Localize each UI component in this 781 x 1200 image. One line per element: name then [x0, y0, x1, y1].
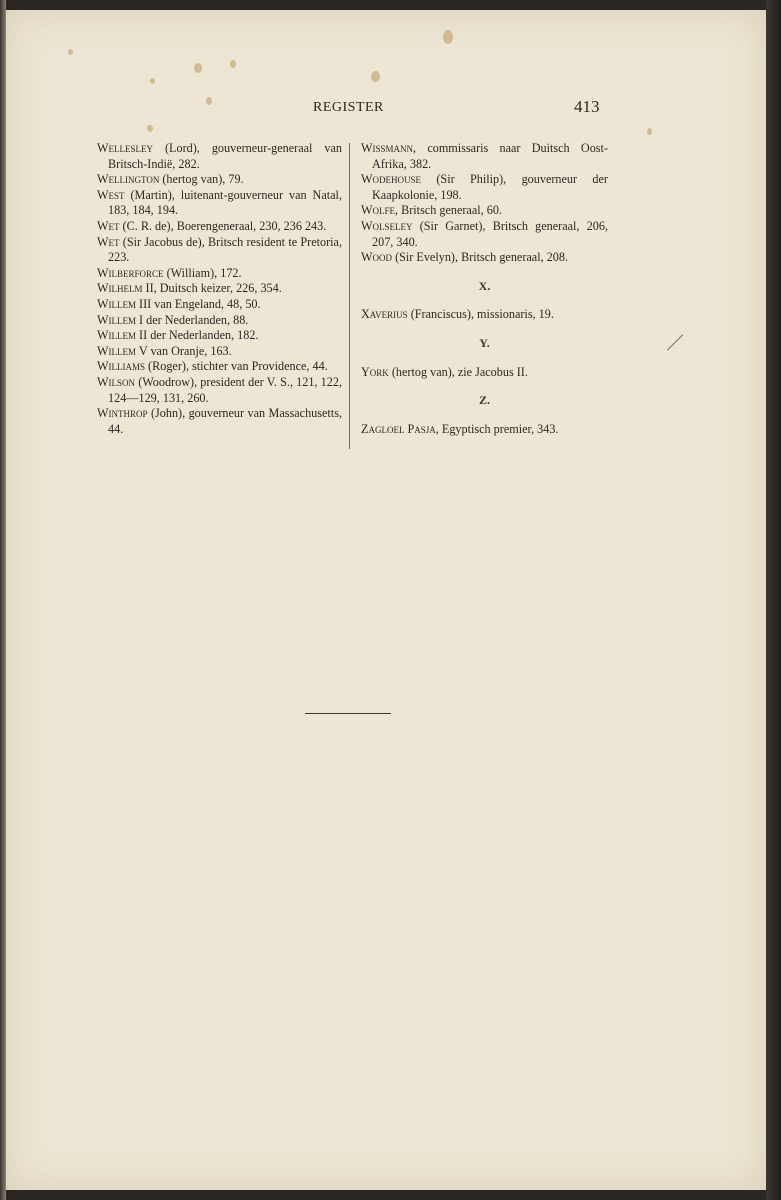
- entry-name: Xaverius: [361, 307, 408, 322]
- index-entry: [97, 281, 342, 297]
- entry-text: (Roger), stichter van Providence, 44.: [145, 359, 328, 374]
- entry-text: III van Engeland, 48, 50.: [136, 296, 261, 311]
- entry-name: York: [361, 364, 389, 379]
- entry-name: Willem: [97, 296, 136, 311]
- entry-name: West: [97, 187, 125, 202]
- entry-name: Willem: [97, 343, 136, 358]
- index-entry: [97, 141, 342, 172]
- entry-name: Wodehouse: [361, 172, 422, 187]
- index-entry: [97, 172, 342, 188]
- entry-text: (Sir Jacobus de), Britsch resident te Pretoria, 223.: [108, 234, 342, 265]
- entry-name: Wood: [361, 250, 393, 265]
- entry-name: Wilberforce: [97, 265, 164, 280]
- index-entry: [97, 188, 342, 219]
- entry-text: (C. R. de), Boerengeneraal, 230, 236 243.: [119, 218, 327, 233]
- index-entry: [97, 328, 342, 344]
- entry-text: (Martin), luitenant-gouverneur van Natal, 183, 184, 194.: [108, 187, 342, 218]
- entry-name: Wolseley: [361, 218, 413, 233]
- entry-name: Wissmann: [361, 141, 414, 155]
- index-entry: [361, 219, 608, 250]
- index-entry: [361, 141, 608, 172]
- book-cover-edge: [766, 0, 781, 1200]
- entry-text: (Franciscus), missionaris, 19.: [407, 307, 554, 322]
- foxing-spot: [150, 78, 155, 84]
- entry-name: Wilhelm: [97, 281, 143, 296]
- entry-text: I der Nederlanden, 88.: [136, 312, 249, 327]
- entry-text: II der Nederlanden, 182.: [136, 328, 259, 343]
- index-column-left: [97, 141, 342, 437]
- running-header: REGISTER: [313, 100, 384, 115]
- entry-text: (hertog van), 79.: [159, 172, 244, 187]
- entry-text: II, Duitsch keizer, 226, 354.: [142, 281, 282, 296]
- foxing-spot: [206, 97, 212, 105]
- entry-text: (Woodrow), president der V. S., 121, 122, 124—129, 131, 260.: [108, 374, 342, 405]
- entry-name: Wet: [97, 218, 120, 233]
- index-entry: [361, 250, 608, 266]
- index-entry: [97, 219, 342, 235]
- entry-name: Williams: [97, 359, 145, 374]
- entry-text: (hertog van), zie Jacobus II.: [388, 364, 528, 379]
- end-rule: [305, 713, 391, 714]
- page-number: 413: [574, 97, 600, 116]
- index-column-right: [361, 141, 608, 437]
- entry-text: (Sir Evelyn), Britsch generaal, 208.: [392, 250, 569, 265]
- entry-name: Willem: [97, 312, 136, 327]
- index-entry: [97, 359, 342, 375]
- entry-text: , Egyptisch premier, 343.: [435, 421, 559, 436]
- entry-text: (William), 172.: [163, 265, 242, 280]
- foxing-spot: [147, 125, 153, 132]
- index-entry: [97, 344, 342, 360]
- entry-text: (John), gouverneur van Massachusetts, 44.: [108, 406, 342, 436]
- entry-name: Wilson: [97, 374, 136, 389]
- section-letter-z: Z.: [478, 393, 490, 408]
- section-letter-y: Y.: [479, 335, 490, 350]
- entry-text: , commissaris naar Duitsch Oost-Afrika, 382.: [372, 141, 608, 171]
- index-entry: [97, 375, 342, 406]
- entry-text: , Britsch generaal, 60.: [395, 203, 502, 218]
- entry-name: Wet: [97, 234, 120, 249]
- index-entry: [97, 266, 342, 282]
- entry-text: (Sir Philip), gouverneur der Kaapkolonie, 198.: [372, 172, 608, 202]
- index-entry: [97, 235, 342, 266]
- index-entry: [97, 313, 342, 329]
- index-entry: [361, 365, 608, 381]
- entry-text: (Sir Garnet), Britsch generaal, 206, 207, 340.: [372, 218, 608, 249]
- foxing-spot: [647, 128, 652, 135]
- index-entry: [97, 406, 342, 437]
- foxing-spot: [68, 49, 73, 55]
- index-entry: [97, 297, 342, 313]
- entry-name: Wellington: [97, 172, 160, 187]
- entry-name: Wolfe: [361, 203, 396, 218]
- section-letter-x: X.: [478, 278, 491, 293]
- column-divider: [349, 143, 350, 449]
- entry-text: V van Oranje, 163.: [136, 343, 232, 358]
- index-entry: [361, 307, 608, 323]
- entry-name: Zagloel Pasja: [361, 421, 436, 436]
- foxing-spot: [230, 60, 236, 68]
- foxing-spot: [443, 30, 453, 44]
- entry-name: Willem: [97, 328, 136, 343]
- entry-name: Winthrop: [97, 406, 148, 421]
- entry-name: Wellesley: [97, 141, 153, 155]
- foxing-spot: [194, 63, 202, 73]
- index-entry: [361, 172, 608, 203]
- entry-text: (Lord), gouverneur-generaal van Britsch-Indië, 282.: [108, 141, 342, 171]
- index-entry: [361, 203, 608, 219]
- index-entry: [361, 422, 608, 438]
- foxing-spot: [371, 71, 380, 82]
